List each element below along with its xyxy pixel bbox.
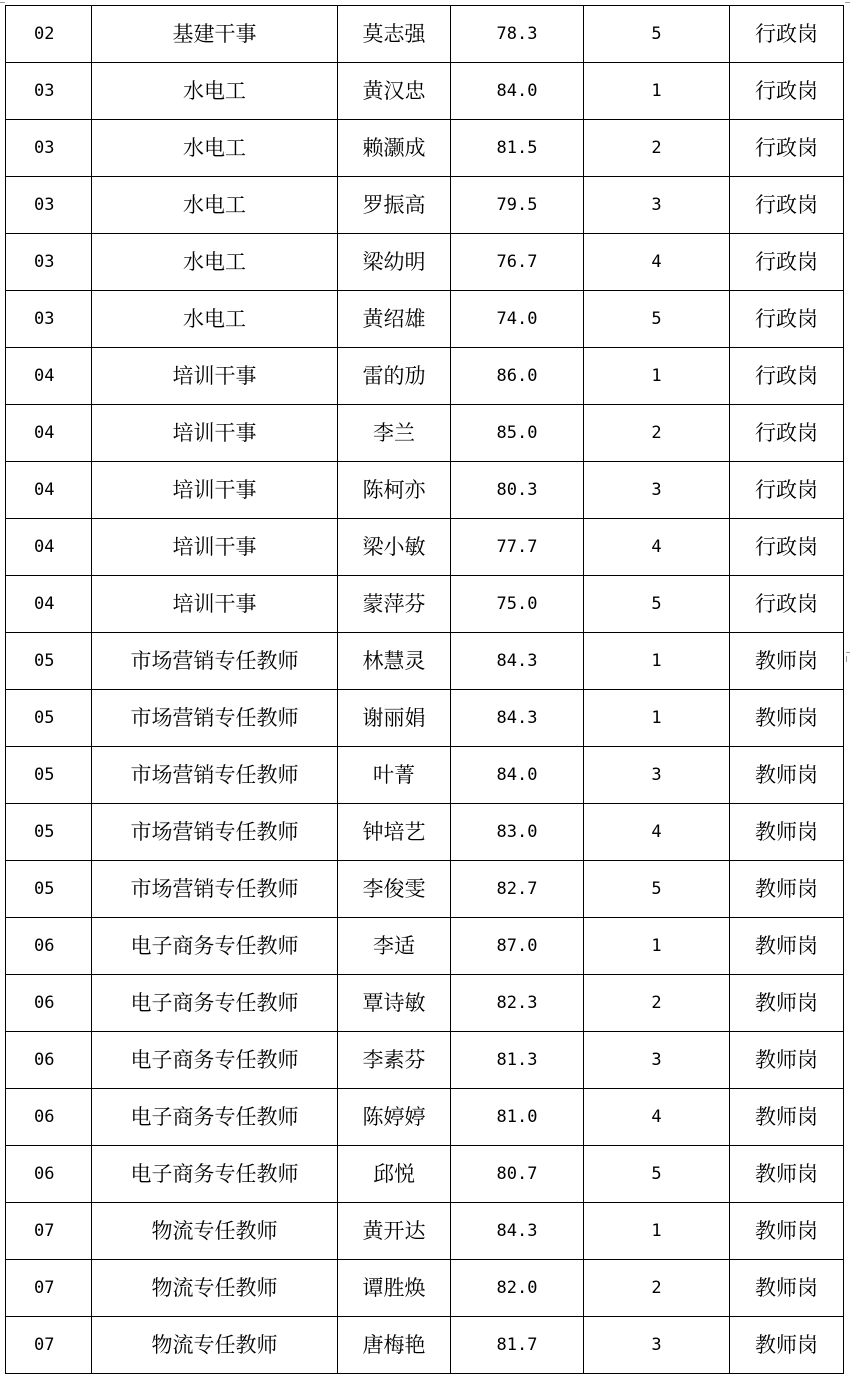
cell-rank: 3 [584,747,730,804]
cell-post-type: 教师岗 [730,1089,844,1146]
cell-candidate-name: 谭胜焕 [338,1260,451,1317]
cell-position-name: 培训干事 [92,405,338,462]
cell-position-name: 水电工 [92,291,338,348]
cell-post-type: 行政岗 [730,576,844,633]
cell-position-name: 市场营销专任教师 [92,747,338,804]
cell-post-type: 行政岗 [730,63,844,120]
cell-post-type: 教师岗 [730,633,844,690]
cell-candidate-name: 唐梅艳 [338,1317,451,1374]
cell-position-code: 03 [6,120,92,177]
corner-mark-top-right [845,2,850,3]
cell-rank: 3 [584,462,730,519]
cell-score: 84.3 [451,690,584,747]
table-row [6,291,844,348]
cell-candidate-name: 李适 [338,918,451,975]
table-row [6,918,844,975]
table-row [6,804,844,861]
cell-post-type: 教师岗 [730,1260,844,1317]
cell-candidate-name: 赖灏成 [338,120,451,177]
table-row [6,1203,844,1260]
cell-post-type: 行政岗 [730,291,844,348]
cell-score: 81.3 [451,1032,584,1089]
cell-candidate-name: 蒙萍芬 [338,576,451,633]
cell-post-type: 教师岗 [730,861,844,918]
table-row [6,405,844,462]
cell-position-name: 培训干事 [92,576,338,633]
cell-candidate-name: 李素芬 [338,1032,451,1089]
cell-post-type: 行政岗 [730,405,844,462]
cell-candidate-name: 叶菁 [338,747,451,804]
cell-post-type: 教师岗 [730,747,844,804]
corner-mark-top-left [0,2,5,3]
cell-rank: 3 [584,1032,730,1089]
cell-candidate-name: 罗振高 [338,177,451,234]
cell-rank: 5 [584,1146,730,1203]
table-row [6,234,844,291]
cell-candidate-name: 李俊雯 [338,861,451,918]
cell-score: 79.5 [451,177,584,234]
edge-mark-right-lower [846,656,847,662]
table-row [6,975,844,1032]
cell-score: 84.0 [451,747,584,804]
cell-rank: 3 [584,177,730,234]
results-table [5,5,844,1374]
cell-position-code: 07 [6,1260,92,1317]
results-table-body [6,6,844,1374]
cell-post-type: 教师岗 [730,1146,844,1203]
cell-score: 82.7 [451,861,584,918]
table-row [6,747,844,804]
cell-rank: 1 [584,348,730,405]
cell-position-name: 水电工 [92,177,338,234]
cell-position-code: 05 [6,633,92,690]
cell-position-name: 水电工 [92,120,338,177]
cell-rank: 1 [584,918,730,975]
cell-rank: 1 [584,63,730,120]
cell-candidate-name: 梁幼明 [338,234,451,291]
cell-position-code: 02 [6,6,92,63]
cell-rank: 2 [584,1260,730,1317]
cell-post-type: 行政岗 [730,519,844,576]
cell-post-type: 行政岗 [730,462,844,519]
table-row [6,1032,844,1089]
table-row [6,177,844,234]
cell-position-name: 电子商务专任教师 [92,918,338,975]
cell-post-type: 教师岗 [730,1317,844,1374]
cell-score: 75.0 [451,576,584,633]
cell-score: 84.3 [451,1203,584,1260]
cell-post-type: 行政岗 [730,348,844,405]
cell-score: 80.3 [451,462,584,519]
cell-candidate-name: 邱悦 [338,1146,451,1203]
cell-candidate-name: 黄开达 [338,1203,451,1260]
cell-candidate-name: 覃诗敏 [338,975,451,1032]
cell-score: 84.0 [451,63,584,120]
cell-rank: 4 [584,519,730,576]
cell-score: 82.3 [451,975,584,1032]
cell-position-name: 市场营销专任教师 [92,690,338,747]
cell-score: 81.5 [451,120,584,177]
cell-position-code: 06 [6,975,92,1032]
cell-rank: 4 [584,234,730,291]
cell-rank: 1 [584,1203,730,1260]
cell-score: 80.7 [451,1146,584,1203]
cell-position-code: 04 [6,348,92,405]
cell-position-name: 培训干事 [92,462,338,519]
cell-position-code: 04 [6,462,92,519]
cell-position-code: 07 [6,1317,92,1374]
table-row [6,576,844,633]
cell-position-code: 05 [6,861,92,918]
cell-score: 86.0 [451,348,584,405]
cell-position-code: 03 [6,234,92,291]
cell-position-name: 物流专任教师 [92,1317,338,1374]
cell-position-code: 04 [6,405,92,462]
cell-position-name: 基建干事 [92,6,338,63]
cell-candidate-name: 李兰 [338,405,451,462]
cell-position-name: 电子商务专任教师 [92,1032,338,1089]
cell-rank: 1 [584,633,730,690]
cell-post-type: 教师岗 [730,975,844,1032]
table-row [6,633,844,690]
cell-score: 77.7 [451,519,584,576]
cell-position-name: 市场营销专任教师 [92,804,338,861]
cell-position-name: 物流专任教师 [92,1203,338,1260]
cell-rank: 2 [584,975,730,1032]
cell-score: 84.3 [451,633,584,690]
cell-post-type: 教师岗 [730,1032,844,1089]
cell-candidate-name: 黄汉忠 [338,63,451,120]
cell-rank: 2 [584,405,730,462]
cell-rank: 4 [584,804,730,861]
cell-score: 87.0 [451,918,584,975]
table-row [6,462,844,519]
cell-position-name: 培训干事 [92,519,338,576]
cell-position-code: 06 [6,1032,92,1089]
table-row [6,120,844,177]
cell-position-name: 电子商务专任教师 [92,1146,338,1203]
cell-position-code: 06 [6,1146,92,1203]
table-row [6,861,844,918]
cell-post-type: 行政岗 [730,120,844,177]
cell-score: 82.0 [451,1260,584,1317]
cell-post-type: 教师岗 [730,918,844,975]
cell-position-name: 培训干事 [92,348,338,405]
cell-candidate-name: 雷的劢 [338,348,451,405]
table-row [6,1089,844,1146]
cell-position-code: 05 [6,804,92,861]
cell-post-type: 教师岗 [730,1203,844,1260]
cell-post-type: 教师岗 [730,690,844,747]
cell-position-code: 03 [6,177,92,234]
cell-candidate-name: 钟培艺 [338,804,451,861]
cell-score: 85.0 [451,405,584,462]
table-row [6,1146,844,1203]
cell-candidate-name: 陈婷婷 [338,1089,451,1146]
cell-post-type: 教师岗 [730,804,844,861]
cell-position-name: 水电工 [92,234,338,291]
cell-candidate-name: 黄绍雄 [338,291,451,348]
cell-candidate-name: 陈柯亦 [338,462,451,519]
cell-score: 78.3 [451,6,584,63]
cell-score: 81.7 [451,1317,584,1374]
cell-position-code: 06 [6,1089,92,1146]
cell-position-code: 04 [6,576,92,633]
cell-candidate-name: 梁小敏 [338,519,451,576]
table-row [6,6,844,63]
cell-position-code: 06 [6,918,92,975]
cell-position-name: 市场营销专任教师 [92,861,338,918]
cell-position-code: 07 [6,1203,92,1260]
table-row [6,63,844,120]
cell-position-code: 03 [6,291,92,348]
cell-score: 83.0 [451,804,584,861]
cell-rank: 4 [584,1089,730,1146]
cell-score: 74.0 [451,291,584,348]
cell-score: 81.0 [451,1089,584,1146]
cell-position-code: 05 [6,747,92,804]
table-row [6,519,844,576]
cell-score: 76.7 [451,234,584,291]
cell-post-type: 行政岗 [730,234,844,291]
cell-rank: 5 [584,576,730,633]
cell-position-code: 04 [6,519,92,576]
cell-rank: 5 [584,291,730,348]
cell-rank: 2 [584,120,730,177]
table-row [6,348,844,405]
table-row [6,1260,844,1317]
cell-rank: 3 [584,1317,730,1374]
cell-position-name: 物流专任教师 [92,1260,338,1317]
cell-position-code: 03 [6,63,92,120]
cell-position-name: 水电工 [92,63,338,120]
cell-position-name: 电子商务专任教师 [92,1089,338,1146]
cell-position-name: 市场营销专任教师 [92,633,338,690]
cell-position-code: 05 [6,690,92,747]
cell-candidate-name: 林慧灵 [338,633,451,690]
cell-rank: 1 [584,690,730,747]
table-row [6,690,844,747]
cell-rank: 5 [584,6,730,63]
cell-position-name: 电子商务专任教师 [92,975,338,1032]
cell-candidate-name: 莫志强 [338,6,451,63]
cell-candidate-name: 谢丽娟 [338,690,451,747]
cell-post-type: 行政岗 [730,177,844,234]
cell-rank: 5 [584,861,730,918]
cell-post-type: 行政岗 [730,6,844,63]
edge-mark-right [846,652,850,653]
